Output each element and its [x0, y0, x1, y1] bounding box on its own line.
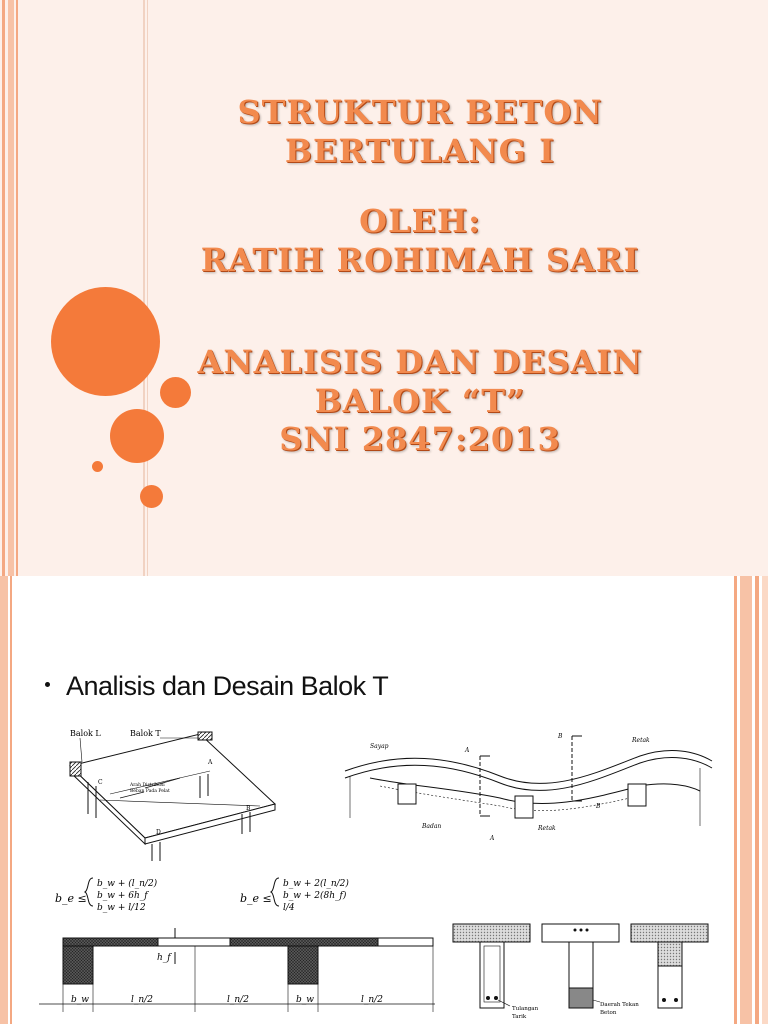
bullet-text: Analisis dan Desain Balok T	[66, 671, 389, 701]
point-c: C	[98, 779, 103, 786]
decor-circle	[160, 377, 191, 408]
author-name: RATIH ROHIMAH SARI	[200, 241, 640, 279]
decor-stripe	[10, 576, 12, 1024]
label-balok-l: Balok L	[70, 729, 101, 738]
left-opt-2: b_w + 6h_f	[97, 891, 148, 901]
decor-stripe	[16, 0, 18, 576]
label-retak-bottom: Retak	[538, 825, 556, 832]
note-tulangan: Tulangan	[512, 1006, 539, 1012]
note-tarik: Tarik	[512, 1014, 527, 1020]
section-b-top: B	[558, 733, 563, 740]
decor-circle	[110, 409, 164, 463]
point-d: D	[156, 829, 161, 836]
point-a: A	[208, 759, 213, 766]
left-opt-3: b_w + l/12	[97, 903, 146, 913]
flange-width-figure	[35, 872, 440, 1024]
be-right-label: b_e ≤	[240, 892, 272, 905]
dim-bw-left: b_w	[71, 995, 89, 1005]
left-opt-1: b_w + (l_n/2)	[97, 879, 158, 889]
right-opt-1: b_w + 2(l_n/2)	[283, 879, 349, 889]
title-line-1: STRUKTUR BETON	[237, 93, 603, 131]
be-left-label: b_e ≤	[55, 892, 87, 905]
decor-circle-large	[51, 287, 160, 396]
deflected-beam-figure	[340, 726, 720, 846]
decor-circle	[140, 485, 163, 508]
right-opt-2: b_w + 2(8h_f)	[283, 891, 347, 901]
decor-circle	[92, 461, 103, 472]
label-badan: Badan	[422, 823, 442, 830]
decor-stripe	[8, 0, 14, 576]
decor-stripe	[734, 576, 737, 1024]
decor-stripe	[0, 576, 8, 1024]
note-daerah-tekan: Daerah Tekan	[600, 1002, 639, 1008]
decor-stripe	[762, 576, 768, 1024]
subtitle-line-1: ANALISIS DAN DESAIN	[197, 343, 643, 381]
slab-beam-figure	[60, 726, 285, 861]
subtitle-line-2: BALOK “T”	[314, 382, 526, 420]
arrow-note-2: Beban Pada Pelat	[130, 789, 170, 794]
content-slide	[0, 576, 768, 1024]
section-b-bottom: B	[596, 803, 601, 810]
right-opt-3: l/4	[283, 903, 295, 913]
section-a-top: A	[465, 747, 470, 754]
dim-ln-2: l_n/2	[227, 995, 249, 1005]
bullet-item	[45, 671, 388, 702]
section-a-bottom: A	[490, 835, 495, 842]
hf-label: h_f	[157, 953, 171, 963]
point-b: B	[246, 805, 251, 812]
label-balok-t: Balok T	[130, 729, 161, 738]
t-section-figure	[450, 922, 712, 1024]
subtitle-line-3: SNI 2847:2013	[279, 420, 561, 458]
decor-stripe	[2, 0, 5, 576]
dim-ln-1: l_n/2	[131, 995, 153, 1005]
label-retak-top: Retak	[632, 737, 650, 744]
note-beton: Beton	[600, 1010, 617, 1016]
decor-stripe	[755, 576, 759, 1024]
title-line-2: BERTULANG I	[284, 132, 556, 170]
arrow-note-1: Arah Distribusi	[130, 783, 165, 788]
label-sayap: Sayap	[370, 743, 389, 750]
dim-ln-3: l_n/2	[361, 995, 383, 1005]
bullet-dot	[45, 682, 50, 687]
dim-bw-right: b_w	[296, 995, 314, 1005]
author-label: OLEH:	[359, 202, 481, 240]
decor-stripe	[740, 576, 752, 1024]
